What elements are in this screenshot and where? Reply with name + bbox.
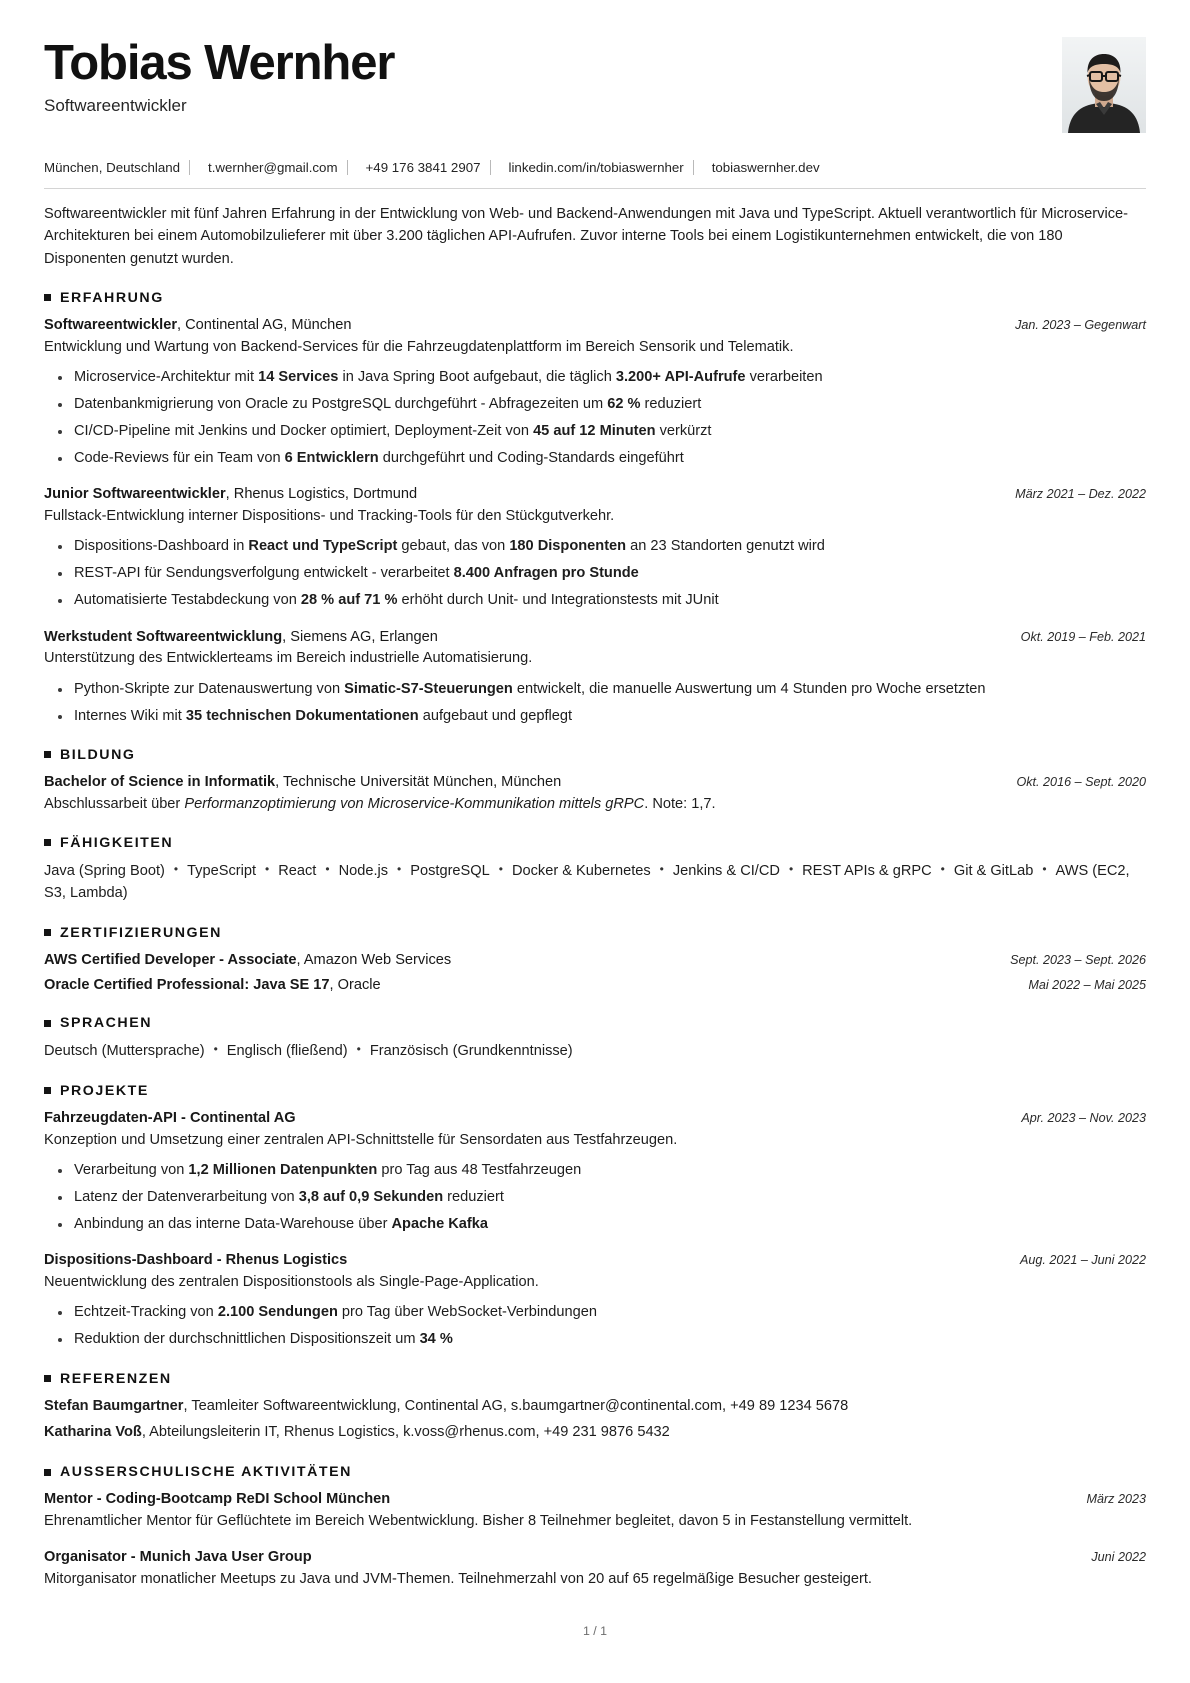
contact-linkedin[interactable]: linkedin.com/in/tobiaswernher (508, 160, 684, 175)
section-references (44, 1371, 1146, 1445)
page-footer (44, 1624, 1146, 1654)
section-heading-label: PROJEKTE (60, 1082, 149, 1099)
contact-separator (347, 160, 348, 175)
reference-entry (44, 1396, 1146, 1418)
entry-date: Jan. 2023 – Gegenwart (1015, 317, 1146, 332)
experience-entry (44, 627, 1146, 727)
activity-name: Organisator - Munich Java User Group (44, 1549, 312, 1566)
project-name: Dispositions-Dashboard - Rhenus Logistics (44, 1252, 348, 1269)
resume-header (44, 34, 1146, 133)
inline-separator-icon: • (325, 861, 330, 876)
contact-separator (490, 160, 491, 175)
square-bullet-icon (44, 1375, 51, 1382)
entry-description: Neuentwicklung des zentralen Dispositionstools als Single-Page-Application. (44, 1274, 539, 1291)
contact-separator (189, 160, 190, 175)
contact-phone[interactable]: +49 176 3841 2907 (365, 160, 481, 175)
bullet-item: Echtzeit-Tracking von 2.100 Sendungen pro Tag über WebSocket-Verbindungen (74, 1302, 1146, 1323)
contact-website[interactable]: tobiaswernher.dev (711, 160, 820, 175)
entry-header (44, 484, 1146, 505)
section-heading-references (44, 1371, 1146, 1387)
section-education (44, 747, 1146, 815)
entry-header (44, 627, 1146, 648)
square-bullet-icon (44, 929, 51, 936)
certification-name: AWS Certified Developer - Associate (44, 951, 297, 968)
entry-role: Werkstudent Softwareentwicklung (44, 628, 283, 645)
bullet-item: Verarbeitung von 1,2 Millionen Datenpunkten pro Tag aus 48 Testfahrzeugen (74, 1160, 1146, 1181)
section-certifications (44, 925, 1146, 995)
entry-header (44, 1489, 1146, 1510)
section-heading-languages (44, 1015, 1146, 1031)
section-languages (44, 1015, 1146, 1063)
certification-issuer: , Oracle (329, 976, 381, 993)
inline-list-item: Git & GitLab (953, 862, 1034, 879)
project-name: Fahrzeugdaten-API - Continental AG (44, 1109, 296, 1126)
section-heading-projects (44, 1083, 1146, 1099)
inline-list-item: Englisch (fließend) (226, 1043, 348, 1060)
inline-list-item: React (278, 862, 317, 879)
inline-separator-icon: • (397, 861, 402, 876)
entry-role: Softwareentwickler (44, 316, 178, 333)
inline-list-item: Java (Spring Boot) (44, 862, 165, 879)
entry-header (44, 950, 1146, 971)
square-bullet-icon (44, 1020, 51, 1027)
entry-title (44, 1547, 312, 1568)
certification-name: Oracle Certified Professional: Java SE 17 (44, 976, 330, 993)
entry-header (44, 772, 1146, 793)
inline-list-item: TypeScript (187, 862, 257, 879)
portrait-photo-icon (1062, 37, 1146, 133)
section-heading-experience (44, 290, 1146, 306)
bullet-item: Automatisierte Testabdeckung von 28 % auf 71 % erhöht durch Unit- und Integrationstests mit JUnit (74, 590, 1146, 611)
entry-date: Juni 2022 (1091, 1550, 1146, 1565)
section-heading-label: SPRACHEN (60, 1015, 153, 1032)
section-heading-label: ERFAHRUNG (60, 289, 164, 306)
section-skills (44, 835, 1146, 905)
inline-separator-icon: • (1042, 861, 1047, 876)
section-heading-activities (44, 1464, 1146, 1480)
entry-description: Ehrenamtlicher Mentor für Geflüchtete im Bereich Webentwicklung. Bisher 8 Teilnehmer begleitet, davon 5 in Festanstellung vermittelt. (44, 1513, 913, 1529)
inline-list-item: Deutsch (Muttersprache) (44, 1043, 205, 1060)
section-projects (44, 1083, 1146, 1351)
contact-email[interactable]: t.wernher@gmail.com (208, 160, 338, 175)
activity-name: Mentor - Coding-Bootcamp ReDI School München (44, 1491, 391, 1508)
activity-entry (44, 1489, 1146, 1532)
entry-date: Okt. 2016 – Sept. 2020 (1016, 774, 1146, 789)
bullet-item: Microservice-Architektur mit 14 Services in Java Spring Boot aufgebaut, die täglich 3.200+ API-Aufrufe verarbeiten (74, 367, 1146, 388)
section-heading-label: BILDUNG (60, 746, 136, 763)
bullet-item: Datenbankmigrierung von Oracle zu PostgreSQL durchgeführt - Abfragezeiten um 62 % reduziert (74, 394, 1146, 415)
square-bullet-icon (44, 751, 51, 758)
inline-separator-icon: • (356, 1042, 361, 1057)
languages-list (44, 1040, 1146, 1063)
inline-list-item: Node.js (338, 862, 389, 879)
entry-title (44, 315, 351, 336)
square-bullet-icon (44, 839, 51, 846)
education-entry (44, 772, 1146, 815)
header-divider (44, 188, 1146, 189)
square-bullet-icon (44, 1087, 51, 1094)
experience-entry (44, 315, 1146, 470)
reference-name: Katharina Voß (44, 1424, 142, 1441)
square-bullet-icon (44, 294, 51, 301)
section-heading-certifications (44, 925, 1146, 941)
project-entry (44, 1250, 1146, 1350)
entry-role: Junior Softwareentwickler (44, 486, 226, 503)
section-heading-label: ZERTIFIZIERUNGEN (60, 924, 222, 941)
bullet-item: Anbindung an das interne Data-Warehouse über Apache Kafka (74, 1214, 1146, 1235)
entry-title (44, 1250, 347, 1271)
section-heading-label: REFERENZEN (60, 1370, 172, 1387)
bullet-item: Python-Skripte zur Datenauswertung von Simatic-S7-Steuerungen entwickelt, die manuelle Auswertung um 4 Stunden pro Woche ersetzten (74, 679, 1146, 700)
section-heading-skills (44, 835, 1146, 851)
reference-name: Stefan Baumgartner (44, 1397, 184, 1414)
skills-list (44, 860, 1146, 905)
page-title: Tobias Wernher (44, 36, 395, 90)
inline-separator-icon: • (498, 861, 503, 876)
reference-details: , Abteilungsleiterin IT, Rhenus Logistics, k.voss@rhenus.com, +49 231 9876 5432 (141, 1424, 670, 1441)
inline-separator-icon: • (265, 861, 270, 876)
inline-separator-icon: • (788, 861, 794, 876)
experience-entries (44, 315, 1146, 727)
inline-list-item: Französisch (Grundkenntnisse) (369, 1043, 573, 1060)
inline-separator-icon: • (940, 861, 945, 876)
bullet-item: REST-API für Sendungsverfolgung entwickelt - verarbeitet 8.400 Anfragen pro Stunde (74, 563, 1146, 584)
entry-title (44, 627, 438, 648)
experience-entry (44, 484, 1146, 611)
bullet-item: Reduktion der durchschnittlichen Dispositionszeit um 34 % (74, 1329, 1146, 1350)
entry-company: , Rhenus Logistics, Dortmund (225, 486, 418, 503)
certification-entry (44, 950, 1146, 971)
entry-description: Entwicklung und Wartung von Backend-Services für die Fahrzeugdatenplattform im Bereich Sensorik und Telematik. (44, 338, 794, 355)
section-heading-label: FÄHIGKEITEN (60, 834, 174, 851)
entry-header (44, 1547, 1146, 1568)
contact-bar (44, 159, 1146, 176)
bullet-item: Code-Reviews für ein Team von 6 Entwicklern durchgeführt und Coding-Standards eingeführt (74, 448, 1146, 469)
entry-description: Abschlussarbeit über Performanzoptimierung von Microservice-Kommunikation mittels gRPC. Note: 1,7. (44, 795, 716, 812)
bullet-item: Latenz der Datenverarbeitung von 3,8 auf 0,9 Sekunden reduziert (74, 1187, 1146, 1208)
job-headline: Softwareentwickler (44, 95, 187, 115)
institution-name: , Technische Universität München, München (275, 773, 562, 790)
project-entry (44, 1108, 1146, 1235)
profile-photo (1062, 37, 1146, 133)
degree-name: Bachelor of Science in Informatik (44, 773, 276, 790)
section-experience (44, 290, 1146, 727)
section-activities (44, 1464, 1146, 1590)
entry-company: , Continental AG, München (177, 316, 352, 333)
entry-title (44, 950, 451, 971)
contact-separator (693, 160, 694, 175)
inline-list-item: PostgreSQL (410, 862, 490, 879)
entry-description: Mitorganisator monatlicher Meetups zu Java und JVM-Themen. Teilnehmerzahl von 20 auf 65 regelmäßige Besucher gesteigert. (44, 1570, 872, 1587)
bullet-item: Internes Wiki mit 35 technischen Dokumentationen aufgebaut und gepflegt (74, 706, 1146, 727)
entry-date: März 2023 (1086, 1492, 1146, 1507)
entry-date: Mai 2022 – Mai 2025 (1028, 977, 1146, 992)
activity-entry (44, 1547, 1146, 1590)
bullet-item: Dispositions-Dashboard in React und TypeScript gebaut, das von 180 Disponenten an 23 Standorten genutzt wird (74, 536, 1146, 557)
entry-description: Unterstützung des Entwicklerteams im Bereich industrielle Automatisierung. (44, 650, 533, 667)
entry-title (44, 484, 417, 505)
page-indicator: 1 / 1 (582, 1624, 608, 1639)
reference-entry (44, 1422, 1146, 1444)
inline-separator-icon: • (659, 861, 664, 876)
entry-date: Okt. 2019 – Feb. 2021 (1020, 629, 1146, 644)
inline-list-item: Docker & Kubernetes (511, 862, 651, 879)
reference-details: , Teamleiter Softwareentwicklung, Continental AG, s.baumgartner@continental.com, +49 89 1234 5678 (183, 1397, 849, 1414)
certification-entry (44, 975, 1146, 996)
entry-description: Fullstack-Entwicklung interner Dispositions- und Tracking-Tools für den Stückgutverkehr. (44, 508, 615, 525)
entry-title (44, 975, 381, 996)
entry-title (44, 1489, 390, 1510)
section-heading-label: AUSSERSCHULISCHE AKTIVITÄTEN (60, 1464, 352, 1481)
entry-company: , Siemens AG, Erlangen (282, 628, 438, 645)
inline-list-item: AWS (EC2, S3, Lambda) (44, 862, 1130, 902)
inline-list-item: REST APIs & gRPC (802, 862, 932, 879)
entry-title (44, 1108, 296, 1129)
entry-header (44, 315, 1146, 336)
entry-bullets (44, 367, 1146, 470)
inline-separator-icon: • (173, 861, 179, 876)
header-identity (44, 34, 394, 116)
inline-list-item: Jenkins & CI/CD (672, 862, 780, 879)
entry-bullets (44, 1160, 1146, 1235)
entry-header (44, 1250, 1146, 1271)
entry-bullets (44, 536, 1146, 611)
entry-bullets (44, 1302, 1146, 1350)
certification-issuer: , Amazon Web Services (296, 951, 452, 968)
entry-date: Sept. 2023 – Sept. 2026 (1010, 952, 1146, 967)
entry-date: Apr. 2023 – Nov. 2023 (1021, 1110, 1146, 1125)
section-heading-education (44, 747, 1146, 763)
entry-title (44, 772, 561, 793)
contact-location: München, Deutschland (44, 160, 181, 175)
entry-bullets (44, 679, 1146, 727)
profile-summary: Softwareentwickler mit fünf Jahren Erfahrung in der Entwicklung von Web- und Backend-Anwendungen mit Java und TypeScript. Aktuell verantwortlich für Microservice-Architekturen bei einem Automobilzulieferer mit über 3.200 täglichen API-Aufrufen. Zuvor interne Tools bei einem Logistikunternehmen entwickelt, die von 180 Disponenten genutzt wurden. (44, 206, 1128, 267)
inline-separator-icon: • (213, 1042, 218, 1057)
bullet-item: CI/CD-Pipeline mit Jenkins und Docker optimiert, Deployment-Zeit von 45 auf 12 Minuten verkürzt (74, 421, 1146, 442)
square-bullet-icon (44, 1469, 51, 1476)
entry-date: Aug. 2021 – Juni 2022 (1019, 1253, 1146, 1268)
entry-header (44, 1108, 1146, 1129)
entry-date: März 2021 – Dez. 2022 (1015, 487, 1146, 502)
entry-header (44, 975, 1146, 996)
entry-description: Konzeption und Umsetzung einer zentralen API-Schnittstelle für Sensordaten aus Testfahrzeugen. (44, 1131, 678, 1148)
